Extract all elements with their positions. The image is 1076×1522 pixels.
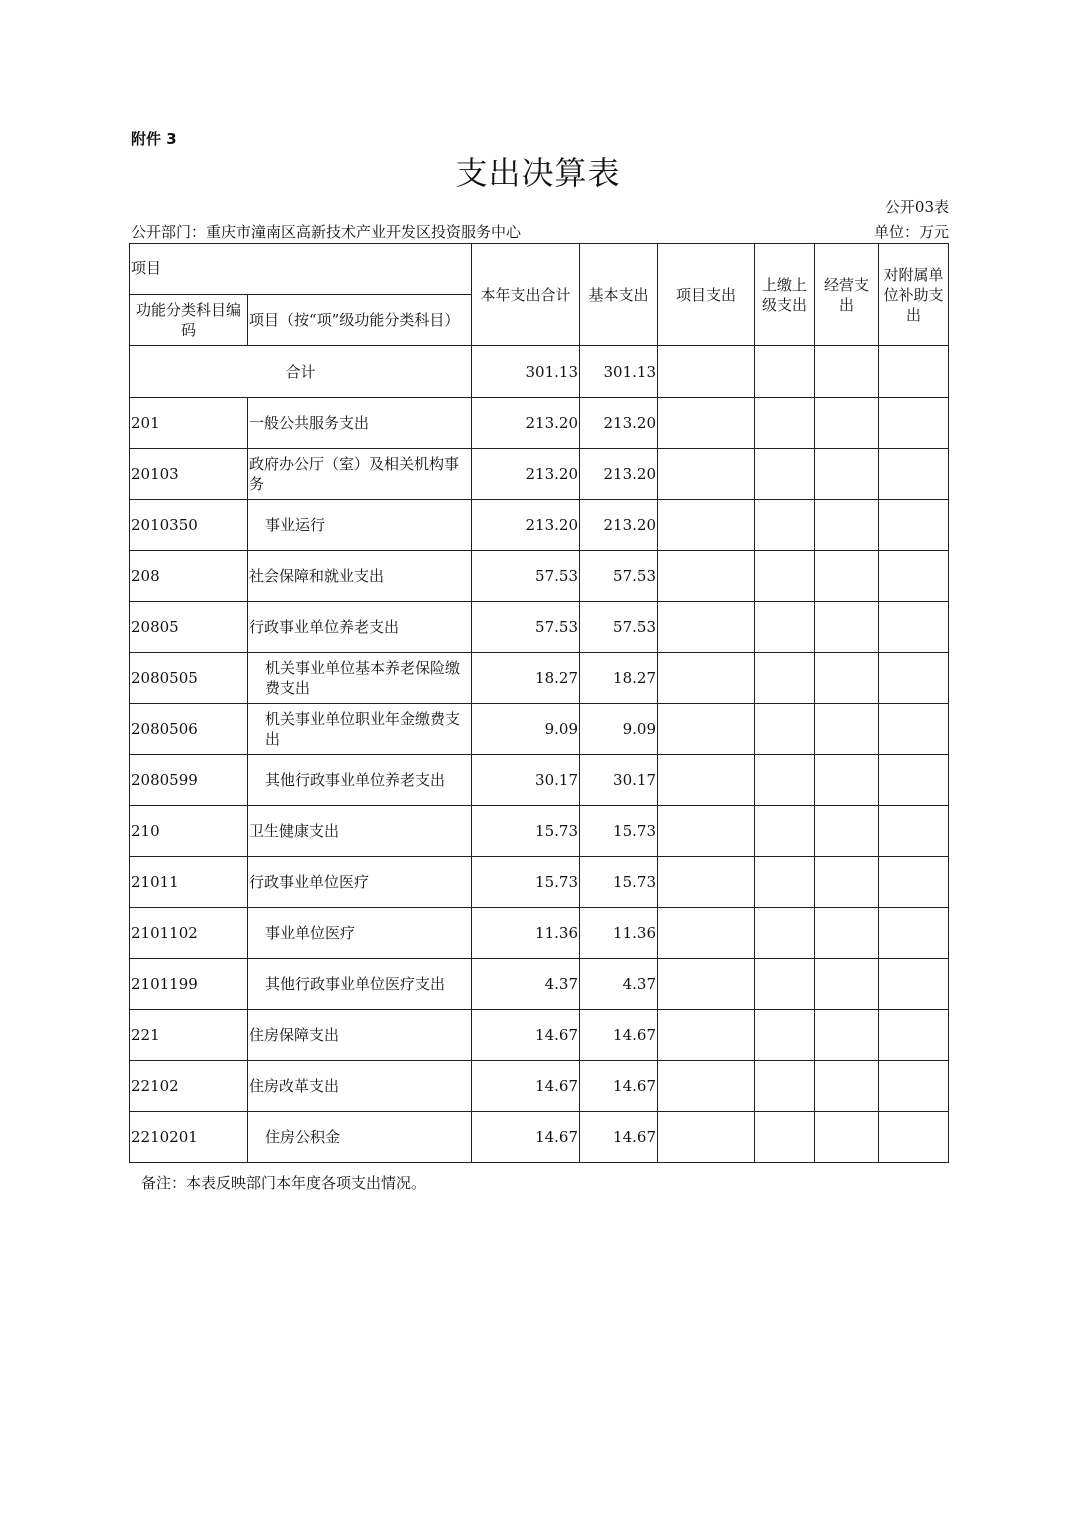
row-code: 20103 <box>130 449 248 500</box>
row-name: 机关事业单位基本养老保险缴费支出 <box>248 653 472 704</box>
row-subsidy <box>879 551 949 602</box>
row-business <box>815 1010 879 1061</box>
table-row <box>130 449 949 500</box>
row-name: 行政事业单位养老支出 <box>248 602 472 653</box>
row-code: 2101102 <box>130 908 248 959</box>
expenditure-table <box>129 243 949 1163</box>
row-upper <box>755 500 815 551</box>
row-code: 20805 <box>130 602 248 653</box>
row-total: 57.53 <box>472 551 580 602</box>
row-business <box>815 500 879 551</box>
row-basic: 14.67 <box>580 1010 658 1061</box>
row-basic: 213.20 <box>580 449 658 500</box>
row-total: 4.37 <box>472 959 580 1010</box>
row-project <box>658 704 755 755</box>
row-name: 事业单位医疗 <box>248 908 472 959</box>
row-total: 57.53 <box>472 602 580 653</box>
row-subsidy <box>879 500 949 551</box>
row-project <box>658 398 755 449</box>
row-upper <box>755 653 815 704</box>
total-project <box>658 346 755 398</box>
total-amount: 301.13 <box>472 346 580 398</box>
row-total: 14.67 <box>472 1010 580 1061</box>
row-upper <box>755 857 815 908</box>
table-row <box>130 602 949 653</box>
table-row <box>130 1061 949 1112</box>
row-project <box>658 806 755 857</box>
row-upper <box>755 806 815 857</box>
row-code: 221 <box>130 1010 248 1061</box>
table-row <box>130 500 949 551</box>
row-code: 2080505 <box>130 653 248 704</box>
row-code: 210 <box>130 806 248 857</box>
row-project <box>658 1112 755 1163</box>
row-subsidy <box>879 1061 949 1112</box>
row-project <box>658 653 755 704</box>
row-basic: 18.27 <box>580 653 658 704</box>
row-total: 14.67 <box>472 1061 580 1112</box>
row-code: 2210201 <box>130 1112 248 1163</box>
table-row <box>130 857 949 908</box>
row-name: 政府办公厅（室）及相关机构事务 <box>248 449 472 500</box>
row-subsidy <box>879 1010 949 1061</box>
row-name: 社会保障和就业支出 <box>248 551 472 602</box>
row-basic: 57.53 <box>580 602 658 653</box>
table-row <box>130 653 949 704</box>
row-project <box>658 500 755 551</box>
header-item: 项目 <box>130 244 472 295</box>
row-subsidy <box>879 806 949 857</box>
row-business <box>815 1112 879 1163</box>
row-business <box>815 857 879 908</box>
footnote: 备注：本表反映部门本年度各项支出情况。 <box>141 1174 427 1192</box>
total-row <box>130 346 949 398</box>
row-code: 2010350 <box>130 500 248 551</box>
row-total: 213.20 <box>472 449 580 500</box>
row-total: 15.73 <box>472 806 580 857</box>
row-total: 9.09 <box>472 704 580 755</box>
total-label: 合计 <box>130 346 472 398</box>
row-subsidy <box>879 755 949 806</box>
table-row <box>130 959 949 1010</box>
row-business <box>815 806 879 857</box>
row-business <box>815 1061 879 1112</box>
row-upper <box>755 704 815 755</box>
row-project <box>658 908 755 959</box>
table-row <box>130 704 949 755</box>
row-business <box>815 908 879 959</box>
row-business <box>815 398 879 449</box>
row-subsidy <box>879 704 949 755</box>
header-project: 项目支出 <box>658 244 755 346</box>
row-business <box>815 704 879 755</box>
row-code: 208 <box>130 551 248 602</box>
row-business <box>815 755 879 806</box>
total-subsidy <box>879 346 949 398</box>
row-total: 213.20 <box>472 500 580 551</box>
page-title: 支出决算表 <box>455 154 621 192</box>
row-upper <box>755 1010 815 1061</box>
row-code: 201 <box>130 398 248 449</box>
row-business <box>815 551 879 602</box>
row-name: 一般公共服务支出 <box>248 398 472 449</box>
row-code: 2080599 <box>130 755 248 806</box>
row-name: 行政事业单位医疗 <box>248 857 472 908</box>
table-row <box>130 806 949 857</box>
table-row <box>130 908 949 959</box>
header-basic: 基本支出 <box>580 244 658 346</box>
row-upper <box>755 1112 815 1163</box>
row-project <box>658 857 755 908</box>
form-number: 公开03表 <box>884 198 949 216</box>
row-code: 22102 <box>130 1061 248 1112</box>
row-subsidy <box>879 857 949 908</box>
header-subsidy: 对附属单位补助支出 <box>879 244 949 346</box>
header-name: 项目（按“项”级功能分类科目） <box>248 295 472 346</box>
row-project <box>658 449 755 500</box>
row-project <box>658 602 755 653</box>
row-upper <box>755 551 815 602</box>
table-row <box>130 1112 949 1163</box>
row-upper <box>755 1061 815 1112</box>
row-subsidy <box>879 959 949 1010</box>
table-row <box>130 551 949 602</box>
row-basic: 30.17 <box>580 755 658 806</box>
attachment-label: 附件 3 <box>131 130 177 148</box>
row-subsidy <box>879 1112 949 1163</box>
row-basic: 9.09 <box>580 704 658 755</box>
row-project <box>658 551 755 602</box>
row-total: 15.73 <box>472 857 580 908</box>
total-basic: 301.13 <box>580 346 658 398</box>
department-label: 公开部门：重庆市潼南区高新技术产业开发区投资服务中心 <box>131 223 522 241</box>
row-code: 21011 <box>130 857 248 908</box>
header-upper: 上缴上级支出 <box>755 244 815 346</box>
row-basic: 57.53 <box>580 551 658 602</box>
row-basic: 15.73 <box>580 806 658 857</box>
row-subsidy <box>879 908 949 959</box>
row-basic: 213.20 <box>580 500 658 551</box>
row-upper <box>755 908 815 959</box>
row-upper <box>755 449 815 500</box>
unit-label: 单位：万元 <box>873 223 949 241</box>
row-total: 18.27 <box>472 653 580 704</box>
row-subsidy <box>879 602 949 653</box>
row-name: 住房公积金 <box>248 1112 472 1163</box>
row-total: 11.36 <box>472 908 580 959</box>
row-subsidy <box>879 449 949 500</box>
row-basic: 11.36 <box>580 908 658 959</box>
row-project <box>658 755 755 806</box>
row-business <box>815 653 879 704</box>
row-business <box>815 449 879 500</box>
row-upper <box>755 398 815 449</box>
row-name: 住房保障支出 <box>248 1010 472 1061</box>
header-code: 功能分类科目编码 <box>130 295 248 346</box>
row-basic: 14.67 <box>580 1061 658 1112</box>
row-basic: 14.67 <box>580 1112 658 1163</box>
total-upper <box>755 346 815 398</box>
header-total: 本年支出合计 <box>472 244 580 346</box>
row-business <box>815 959 879 1010</box>
row-project <box>658 1010 755 1061</box>
row-code: 2101199 <box>130 959 248 1010</box>
row-upper <box>755 755 815 806</box>
row-subsidy <box>879 653 949 704</box>
row-basic: 4.37 <box>580 959 658 1010</box>
row-code: 2080506 <box>130 704 248 755</box>
row-name: 住房改革支出 <box>248 1061 472 1112</box>
total-business <box>815 346 879 398</box>
row-total: 14.67 <box>472 1112 580 1163</box>
row-upper <box>755 602 815 653</box>
row-name: 机关事业单位职业年金缴费支出 <box>248 704 472 755</box>
header-business: 经营支出 <box>815 244 879 346</box>
row-name: 其他行政事业单位养老支出 <box>248 755 472 806</box>
table-row <box>130 1010 949 1061</box>
row-project <box>658 1061 755 1112</box>
row-name: 卫生健康支出 <box>248 806 472 857</box>
row-business <box>815 602 879 653</box>
row-name: 其他行政事业单位医疗支出 <box>248 959 472 1010</box>
row-name: 事业运行 <box>248 500 472 551</box>
row-subsidy <box>879 398 949 449</box>
row-upper <box>755 959 815 1010</box>
row-total: 30.17 <box>472 755 580 806</box>
row-project <box>658 959 755 1010</box>
table-row <box>130 755 949 806</box>
row-basic: 15.73 <box>580 857 658 908</box>
table-row <box>130 398 949 449</box>
row-total: 213.20 <box>472 398 580 449</box>
row-basic: 213.20 <box>580 398 658 449</box>
